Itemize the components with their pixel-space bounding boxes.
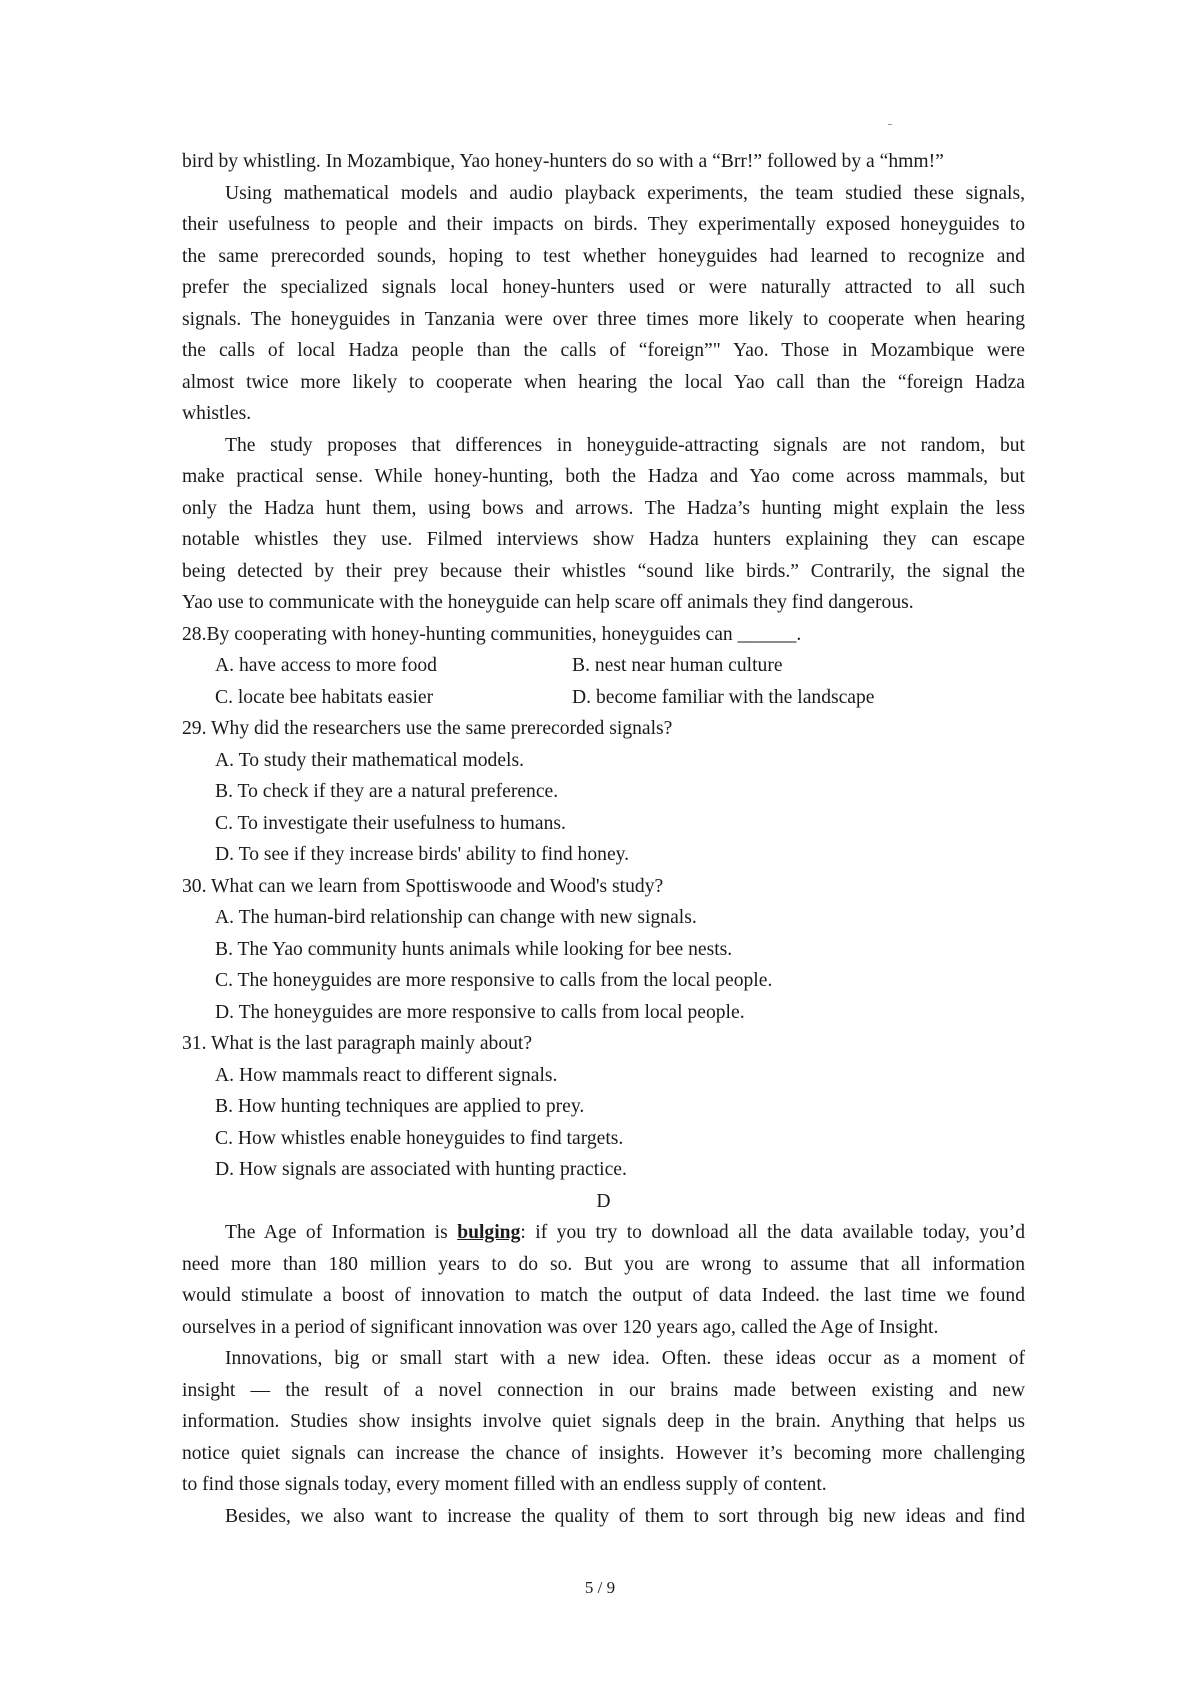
passage-line: ourselves in a period of significant innovation was over 120 years ago, called the Age of Insight.: [182, 1316, 939, 1338]
question-31: [182, 1028, 1025, 1186]
option-a: A. have access to more food: [215, 655, 437, 676]
passage-line: almost twice more likely to cooperate when hearing the local Yao call than the “foreign Hadza: [182, 371, 1025, 393]
passage-line: The study proposes that differences in honeyguide-attracting signals are not random, but: [225, 434, 1025, 456]
passage-line: notable whistles they use. Filmed interviews show Hadza hunters explaining they can escape: [182, 529, 1025, 550]
option-d: D. How signals are associated with hunting practice.: [215, 1159, 627, 1180]
option-a: A. To study their mathematical models.: [215, 749, 524, 771]
option-d: D. become familiar with the landscape: [572, 686, 875, 708]
passage-line: the calls of local Hadza people than the calls of “foreign”" Yao. Those in Mozambique were: [182, 340, 1025, 361]
passage-line: only the Hadza hunt them, using bows and arrows. The Hadza’s hunting might explain the less: [182, 497, 1025, 519]
question-stem: 29. Why did the researchers use the same prerecorded signals?: [182, 718, 673, 739]
option-c: C. How whistles enable honeyguides to find targets.: [215, 1127, 624, 1149]
passage-line: prefer the specialized signals local honey-hunters used or were naturally attracted to all such: [182, 277, 1025, 298]
passage-line: Using mathematical models and audio playback experiments, the team studied these signals,: [225, 182, 1025, 204]
question-29: [182, 713, 1025, 871]
option-c: C. To investigate their usefulness to humans.: [215, 812, 566, 834]
option-b: B. nest near human culture: [572, 655, 783, 676]
options-row: [182, 650, 1025, 682]
option-d: D. To see if they increase birds' ability to find honey.: [215, 844, 630, 865]
question-stem: 30. What can we learn from Spottiswoode and Wood's study?: [182, 875, 664, 897]
option-d: D. The honeyguides are more responsive to calls from local people.: [215, 1001, 745, 1023]
passage-line: to find those signals today, every moment filled with an endless supply of content.: [182, 1474, 827, 1495]
question-stem: 31. What is the last paragraph mainly about?: [182, 1033, 533, 1054]
option-c: C. The honeyguides are more responsive to calls from the local people.: [215, 970, 773, 991]
option-b: B. How hunting techniques are applied to prey.: [215, 1096, 585, 1117]
passage-line: the same prerecorded sounds, hoping to test whether honeyguides had learned to recognize and: [182, 245, 1025, 267]
passage-line: signals. The honeyguides in Tanzania were over three times more likely to cooperate when hearing: [182, 308, 1025, 330]
passage-line: Besides, we also want to increase the quality of them to sort through big new ideas and find: [225, 1505, 1025, 1527]
passage-d: [182, 1217, 1025, 1532]
passage-d-lines: [182, 1249, 1025, 1533]
passage-c: [182, 146, 1025, 619]
passage-line: Innovations, big or small start with a new idea. Often. these ideas occur as a moment of: [225, 1348, 1025, 1369]
page-content: [182, 146, 1025, 1532]
option-a: A. How mammals react to different signals.: [215, 1064, 558, 1086]
option-c: C. locate bee habitats easier: [215, 686, 434, 708]
passage-line: would stimulate a boost of innovation to match the output of data Indeed. the last time we found: [182, 1285, 1025, 1306]
vocabulary-word: bulging: [457, 1222, 521, 1243]
passage-line: notice quiet signals can increase the chance of insights. However it’s becoming more challenging: [182, 1442, 1025, 1464]
question-30: [182, 871, 1025, 1029]
question-stem: 28.By cooperating with honey-hunting communities, honeyguides can ______.: [182, 623, 802, 645]
passage-line: Yao use to communicate with the honeyguide can help scare off animals they find dangerous.: [182, 592, 914, 613]
passage-line: whistles.: [182, 403, 252, 424]
passage-line: information. Studies show insights involve quiet signals deep in the brain. Anything that helps us: [182, 1411, 1025, 1432]
option-b: B. To check if they are a natural preference.: [215, 781, 559, 802]
passage-line: [182, 1217, 1025, 1249]
options-row: [182, 682, 1025, 714]
option-b: B. The Yao community hunts animals while looking for bee nests.: [215, 938, 733, 960]
question-28: [182, 619, 1025, 714]
passage-line: need more than 180 million years to do so. But you are wrong to assume that all information: [182, 1253, 1025, 1275]
text-run: : if you try to download all the data available today, you’d: [520, 1222, 1025, 1243]
option-a: A. The human-bird relationship can change with new signals.: [215, 907, 697, 928]
scan-mark: [888, 124, 892, 125]
passage-line: insight — the result of a novel connection in our brains made between existing and new: [182, 1379, 1025, 1401]
passage-line: make practical sense. While honey-hunting, both the Hadza and Yao come across mammals, but: [182, 466, 1025, 487]
section-heading: D: [596, 1190, 611, 1212]
page-number: 5 / 9: [584, 1578, 616, 1597]
passage-line: their usefulness to people and their impacts on birds. They experimentally exposed honeyguides to: [182, 214, 1025, 235]
passage-line: bird by whistling. In Mozambique, Yao honey-hunters do so with a “Brr!” followed by a “hmm!”: [182, 151, 944, 172]
passage-line: being detected by their prey because their whistles “sound like birds.” Contrarily, the signal the: [182, 560, 1025, 582]
text-run: The Age of Information is: [225, 1222, 458, 1243]
